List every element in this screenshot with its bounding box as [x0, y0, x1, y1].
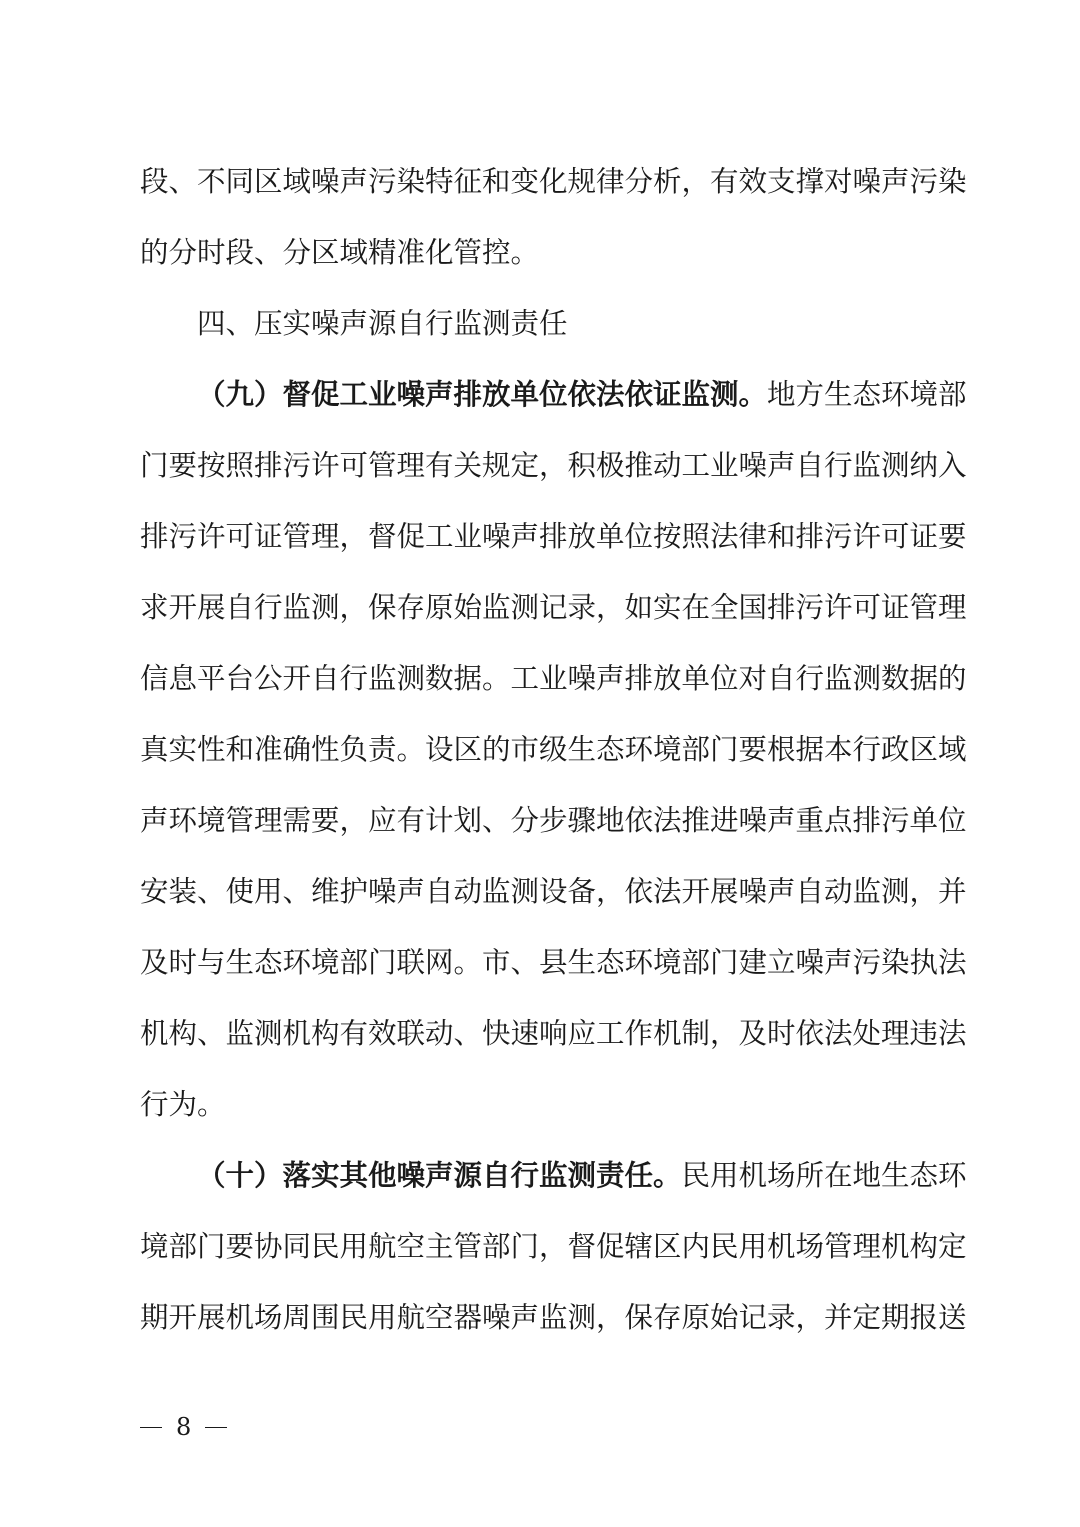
body-text-line: 真实性和准确性负责。设区的市级生态环境部门要根据本行政区域 [140, 733, 967, 766]
body-text-line: 排污许可证管理，督促工业噪声排放单位按照法律和排污许可证要 [140, 520, 967, 553]
item-9-title: （九）督促工业噪声排放单位依法依证监测。 [197, 378, 768, 411]
item-10-first-line-text: 民用机场所在地生态环 [681, 1159, 967, 1192]
section-heading: 四、压实噪声源自行监测责任 [197, 307, 568, 340]
body-text-line: 声环境管理需要，应有计划、分步骤地依法推进噪声重点排污单位 [140, 804, 967, 837]
body-text-line: 的分时段、分区域精准化管控。 [140, 236, 540, 269]
body-text-line: 信息平台公开自行监测数据。工业噪声排放单位对自行监测数据的 [140, 662, 967, 695]
document-page [140, 146, 967, 1353]
body-text-line: 安装、使用、维护噪声自动监测设备，依法开展噪声自动监测，并 [140, 875, 967, 908]
body-text-line: 求开展自行监测，保存原始监测记录，如实在全国排污许可证管理 [140, 591, 967, 624]
body-text-line: 境部门要协同民用航空主管部门，督促辖区内民用机场管理机构定 [140, 1230, 967, 1263]
body-text-line: 门要按照排污许可管理有关规定，积极推动工业噪声自行监测纳入 [140, 449, 967, 482]
item-9-first-line [140, 359, 967, 430]
body-text-line: 期开展机场周围民用航空器噪声监测，保存原始记录，并定期报送 [140, 1301, 967, 1334]
body-text-line: 机构、监测机构有效联动、快速响应工作机制，及时依法处理违法 [140, 1017, 967, 1050]
body-text-line: 及时与生态环境部门联网。市、县生态环境部门建立噪声污染执法 [140, 946, 967, 979]
body-text-line: 段、不同区域噪声污染特征和变化规律分析，有效支撑对噪声污染 [140, 165, 967, 198]
footer-dash-left [140, 1427, 162, 1428]
page-footer [140, 1410, 227, 1444]
item-9-first-line-text: 地方生态环境部 [767, 378, 967, 411]
item-10-first-line [140, 1140, 967, 1211]
body-text-line: 行为。 [140, 1088, 226, 1121]
footer-dash-right [205, 1427, 227, 1428]
page-number: 8 [176, 1413, 192, 1441]
item-10-title: （十）落实其他噪声源自行监测责任。 [197, 1159, 682, 1192]
